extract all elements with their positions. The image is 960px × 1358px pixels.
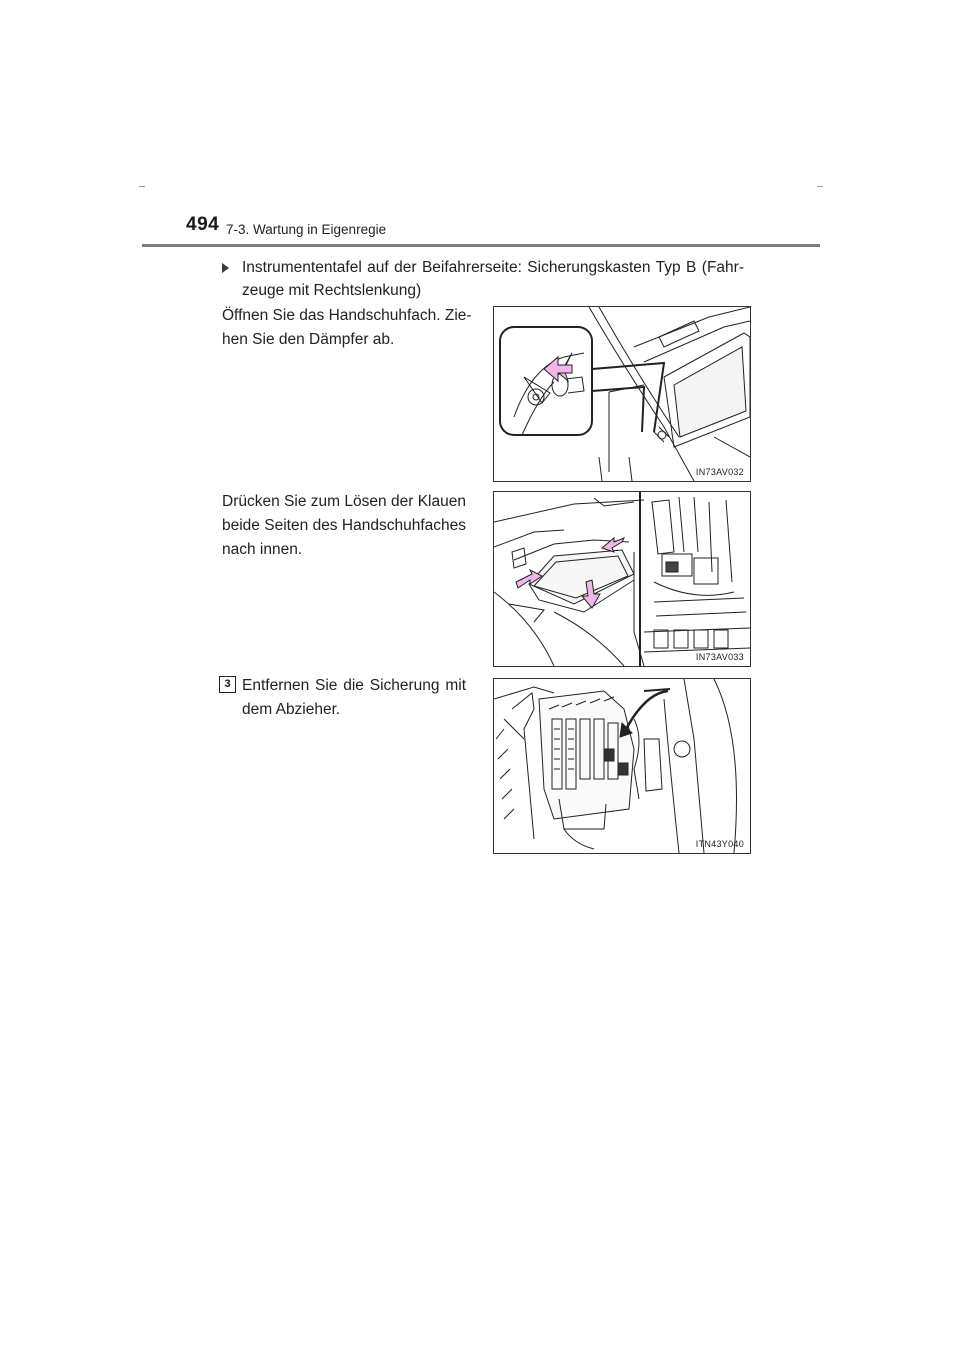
glovebox-damper-illustration-icon [494, 307, 750, 481]
step-1-line-2: hen Sie den Dämpfer ab. [222, 331, 395, 348]
crop-mark-left [139, 186, 145, 187]
triangle-bullet-icon [222, 263, 229, 273]
crop-mark-right [817, 186, 823, 187]
fuse-box-illustration-icon [494, 679, 750, 853]
step-3-line-2: dem Abzieher. [242, 701, 341, 718]
section-title: 7-3. Wartung in Eigenregie [226, 222, 387, 237]
header-rule [142, 244, 820, 247]
glovebox-claws-illustration-icon [494, 492, 750, 666]
figure-fuse-box [493, 678, 751, 854]
page-number: 494 [186, 214, 220, 235]
figure-code: ITN43Y040 [695, 839, 744, 849]
figure-code: IN73AV033 [695, 652, 744, 662]
step-2-text [222, 490, 466, 562]
section-heading [222, 256, 744, 302]
step-2-line-3: nach innen. [222, 541, 303, 558]
step-3-text [242, 674, 466, 722]
step-number-badge: 3 [219, 676, 236, 693]
step-2-line-1: Drücken Sie zum Lösen der Klauen [222, 493, 466, 510]
figure-glovebox-damper [493, 306, 751, 482]
figure-glovebox-claws [493, 491, 751, 667]
step-2-line-2: beide Seiten des Handschuhfaches [222, 517, 466, 534]
step-1-text [222, 304, 472, 352]
step-3-line-1: Entfernen Sie die Sicherung mit [242, 677, 466, 694]
figure-code: IN73AV032 [695, 467, 744, 477]
step-1-line-1: Öffnen Sie das Handschuhfach. Zie- [222, 307, 472, 324]
heading-line-2: zeuge mit Rechtslenkung) [242, 282, 422, 299]
heading-line-1: Instrumententafel auf der Beifahrerseite: Sicherungskasten Typ B (Fahr- [242, 259, 744, 276]
